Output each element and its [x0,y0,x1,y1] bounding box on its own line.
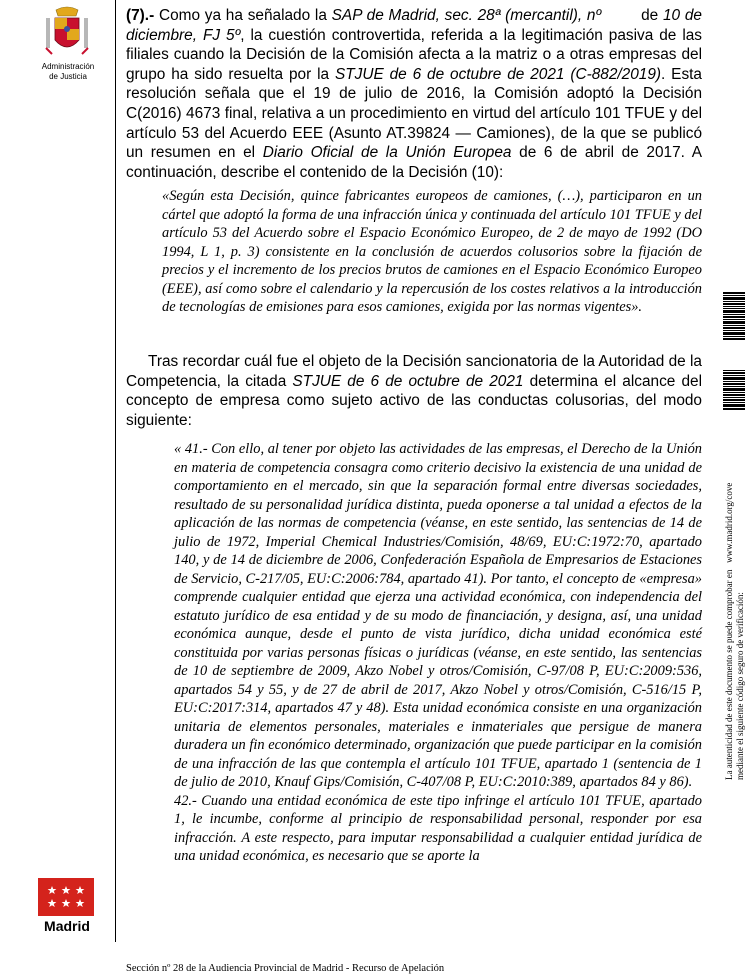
coat-of-arms-icon [40,4,94,60]
citation-sap-madrid: SAP de Madrid, sec. 28ª (mercantil), nº [331,7,602,24]
citation-stjue: STJUE de 6 de octubre de 2021 (C-882/2019) [334,65,662,83]
paragraph1-text-4: de 6 de abril de 2017. A continuación, describe el contenido de la Decisión (10): [126,144,703,181]
paragraph-number: (7).- [126,7,155,24]
citation-stjue-2: STJUE de 6 de octubre de 2021 [292,372,524,390]
admin-label-line2: de Justicia [49,72,87,81]
paragraph-empresa [126,352,702,430]
quote-stjue [174,440,702,866]
paragraph1-text-3: . Esta resolución señala que el 19 de julio de 2016, la Comisión adoptó la Decisión C(2016) 4673 final, relativa a un procedimiento en virtud del artículo 101 TFUE y del artículo 53 del Acuerdo EEE (Asunto AT.39824 — Camiones), de la que se publicó un resumen en el [126,65,702,162]
quote-point-41: « 41.- Con ello, al tener por objeto las actividades de las empresas, el Derecho de la Unión en materia de competencia consagra como criterio decisivo la existencia de una unidad de comportamiento en el mercado, sin que la separación formal entre diversas sociedades, resultado de su personalidad jurídica distinta, pueda oponerse a tal unidad a efectos de la aplicación de las normas de competencia (véanse, en este sentido, las sentencias de 14 de julio de 1972, Imperial Chemical Industries/Comisión, 48/69, EU:C:1972:70, apartado 140, y de 14 de diciembre de 2006, Confederación Española de Empresarios de Estaciones de Servicio, C-217/05, EU:C:2006:784, apartado 41). Por tanto, el concepto de «empresa» comprende cualquier entidad que ejerza una actividad económica, con independencia del estatuto jurídico de esa entidad y de su modo de financiación, y designa, así, una unidad económica aunque, desde el punto de vista jurídico, dicha unidad económica esté constituida por varias personas físicas o jurídicas (véanse, en este sentido, las sentencias de 10 de septiembre de 2009, Akzo Nobel y otros/Comisión, C-97/08 P, EU:C:2009:536, apartados 54 y 55, y de 27 de abril de 2017, Akzo Nobel y otros/Comisión, C-516/15 P, EU:C:2017:314, apartados 47 y 48). Esta unidad económica consiste en una organización unitaria de elementos personales, materiales e inmateriales que persigue de manera duradera un fin económico determinado, organización que puede participar en la comisión de una infracción de las que contempla el artículo 101 TFUE, apartado 1 (sentencia de 1 de julio de 2010, Knauf Gips/Comisión, C-407/08 P, EU:C:2010:389, apartados 84 y 86). [174,441,702,790]
barcode-icon [723,292,745,340]
paragraph1-gap-word: de [641,7,659,24]
quote-point-42: 42.- Cuando una entidad económica de este tipo infringe el artículo 101 TFUE, apartado 1, le incumbe, conforme al principio de responsabilidad personal, responder por esa infracción. A este respecto, para imputar responsabilidad a cualquier entidad jurídica de una unidad económica, es necesario que se aporte la [174,792,702,864]
barcode-icon [723,370,745,410]
madrid-flag-icon [38,878,94,916]
verification-text-2: mediante el siguiente código seguro de verificación: [735,592,745,780]
paragraph1-text-1: Como ya ha señalado la [154,7,332,24]
admin-justicia-label [22,62,114,82]
paragraph2-text-1: Tras recordar cuál fue el objeto de la Decisión sancionatoria de la Autoridad de la Competencia, la citada [126,353,702,390]
paragraph1-text-2: , la cuestión controvertida, referida a la legitimación pasiva de las filiales cuando la Decisión de la Comisión afecta a la matriz o a otras empresas del grupo ha sido resuelta por la [126,26,703,83]
paragraph-7 [126,6,702,182]
paragraph2-text-2: determina el alcance del concepto de empresa como sujeto activo de las conductas colusorias, del modo siguiente: [126,372,703,429]
citation-diario-oficial: Diario Oficial de la Unión Europea [262,144,512,162]
citation-fj: 10 de diciembre, FJ 5º [126,7,702,44]
madrid-label: Madrid [44,918,90,934]
verification-url[interactable]: www.madrid.org/cove [724,482,734,563]
admin-label-line1: Administración [41,62,95,71]
left-margin-rule [115,0,116,942]
verification-notice [724,440,748,780]
verification-text: La autenticidad de este documento se puede comprobar en [724,569,734,780]
quote-decision: «Según esta Decisión, quince fabricantes europeos de camiones, (…), participaron en un cártel que adoptó la forma de una infracción única y continuada del artículo 101 TFUE y del artículo 53 del Acuerdo sobre el Espacio Económico Europeo, de 2 de mayo de 1992 (DO 1994, L 1, p. 3) consistente en la conclusión de acuerdos colusorios sobre la fijación de precios y el incremento de los precios brutos de camiones en el Espacio Económico Europeo (EEE), así como sobre el calendario y la repercusión de los costes relativos a la introducción de tecnologías de emisiones para esos camiones, exigida por las normas vigentes». [162,188,702,315]
page-footer: Sección nº 28 de la Audiencia Provincial de Madrid - Recurso de Apelación [126,963,445,974]
